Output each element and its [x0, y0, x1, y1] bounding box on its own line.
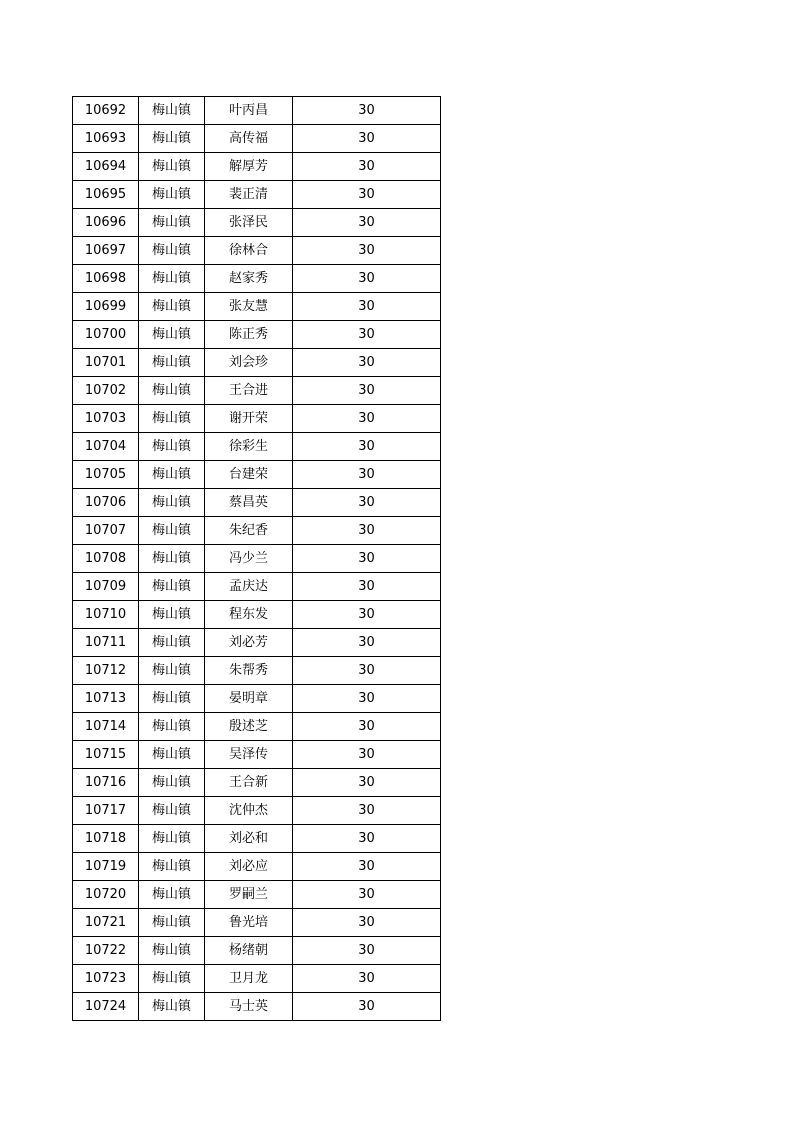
cell-amount: 30 — [293, 237, 441, 265]
cell-town: 梅山镇 — [139, 825, 205, 853]
cell-name: 徐林合 — [205, 237, 293, 265]
cell-amount: 30 — [293, 153, 441, 181]
cell-name: 程东发 — [205, 601, 293, 629]
cell-town: 梅山镇 — [139, 517, 205, 545]
cell-id: 10718 — [73, 825, 139, 853]
cell-id: 10696 — [73, 209, 139, 237]
cell-town: 梅山镇 — [139, 321, 205, 349]
cell-town: 梅山镇 — [139, 489, 205, 517]
cell-id: 10701 — [73, 349, 139, 377]
cell-amount: 30 — [293, 881, 441, 909]
table-row — [73, 937, 441, 965]
cell-amount: 30 — [293, 349, 441, 377]
table-row — [73, 769, 441, 797]
cell-amount: 30 — [293, 685, 441, 713]
cell-amount: 30 — [293, 741, 441, 769]
cell-amount: 30 — [293, 965, 441, 993]
table-row — [73, 293, 441, 321]
table-row — [73, 881, 441, 909]
cell-amount: 30 — [293, 489, 441, 517]
table-row — [73, 405, 441, 433]
cell-town: 梅山镇 — [139, 377, 205, 405]
cell-name: 陈正秀 — [205, 321, 293, 349]
table-row — [73, 601, 441, 629]
cell-name: 解厚芳 — [205, 153, 293, 181]
cell-town: 梅山镇 — [139, 461, 205, 489]
table-row — [73, 517, 441, 545]
cell-amount: 30 — [293, 573, 441, 601]
cell-name: 刘必和 — [205, 825, 293, 853]
cell-name: 沈仲杰 — [205, 797, 293, 825]
cell-amount: 30 — [293, 97, 441, 125]
cell-id: 10711 — [73, 629, 139, 657]
table-row — [73, 377, 441, 405]
cell-town: 梅山镇 — [139, 349, 205, 377]
cell-town: 梅山镇 — [139, 993, 205, 1021]
cell-amount: 30 — [293, 433, 441, 461]
cell-name: 吴泽传 — [205, 741, 293, 769]
cell-name: 高传福 — [205, 125, 293, 153]
table-row — [73, 153, 441, 181]
cell-id: 10704 — [73, 433, 139, 461]
cell-id: 10700 — [73, 321, 139, 349]
cell-amount: 30 — [293, 713, 441, 741]
cell-name: 马士英 — [205, 993, 293, 1021]
cell-town: 梅山镇 — [139, 937, 205, 965]
table-row — [73, 125, 441, 153]
table-row — [73, 433, 441, 461]
cell-town: 梅山镇 — [139, 405, 205, 433]
cell-town: 梅山镇 — [139, 909, 205, 937]
cell-amount: 30 — [293, 629, 441, 657]
cell-town: 梅山镇 — [139, 237, 205, 265]
cell-town: 梅山镇 — [139, 741, 205, 769]
cell-amount: 30 — [293, 937, 441, 965]
cell-amount: 30 — [293, 601, 441, 629]
cell-amount: 30 — [293, 909, 441, 937]
cell-town: 梅山镇 — [139, 797, 205, 825]
cell-town: 梅山镇 — [139, 769, 205, 797]
cell-id: 10717 — [73, 797, 139, 825]
cell-town: 梅山镇 — [139, 265, 205, 293]
cell-amount: 30 — [293, 545, 441, 573]
cell-amount: 30 — [293, 405, 441, 433]
cell-town: 梅山镇 — [139, 545, 205, 573]
data-table — [72, 96, 441, 1021]
cell-town: 梅山镇 — [139, 181, 205, 209]
cell-name: 刘必应 — [205, 853, 293, 881]
cell-name: 叶丙昌 — [205, 97, 293, 125]
cell-town: 梅山镇 — [139, 573, 205, 601]
table-row — [73, 825, 441, 853]
cell-town: 梅山镇 — [139, 209, 205, 237]
cell-id: 10707 — [73, 517, 139, 545]
cell-town: 梅山镇 — [139, 125, 205, 153]
cell-id: 10706 — [73, 489, 139, 517]
cell-town: 梅山镇 — [139, 965, 205, 993]
cell-amount: 30 — [293, 657, 441, 685]
cell-name: 冯少兰 — [205, 545, 293, 573]
cell-id: 10712 — [73, 657, 139, 685]
table-row — [73, 349, 441, 377]
cell-name: 刘必芳 — [205, 629, 293, 657]
cell-name: 赵家秀 — [205, 265, 293, 293]
cell-id: 10713 — [73, 685, 139, 713]
table-row — [73, 797, 441, 825]
cell-name: 罗嗣兰 — [205, 881, 293, 909]
cell-amount: 30 — [293, 377, 441, 405]
cell-id: 10705 — [73, 461, 139, 489]
cell-name: 谢开荣 — [205, 405, 293, 433]
cell-id: 10715 — [73, 741, 139, 769]
table-row — [73, 461, 441, 489]
table-row — [73, 685, 441, 713]
cell-name: 卫月龙 — [205, 965, 293, 993]
cell-id: 10693 — [73, 125, 139, 153]
cell-name: 晏明章 — [205, 685, 293, 713]
cell-name: 杨绪朝 — [205, 937, 293, 965]
cell-town: 梅山镇 — [139, 881, 205, 909]
cell-amount: 30 — [293, 769, 441, 797]
table-row — [73, 909, 441, 937]
cell-town: 梅山镇 — [139, 713, 205, 741]
table-row — [73, 97, 441, 125]
cell-town: 梅山镇 — [139, 657, 205, 685]
cell-id: 10710 — [73, 601, 139, 629]
cell-amount: 30 — [293, 265, 441, 293]
cell-id: 10723 — [73, 965, 139, 993]
cell-amount: 30 — [293, 825, 441, 853]
table-row — [73, 993, 441, 1021]
table-row — [73, 237, 441, 265]
cell-id: 10702 — [73, 377, 139, 405]
cell-name: 裴正清 — [205, 181, 293, 209]
table-row — [73, 489, 441, 517]
cell-id: 10692 — [73, 97, 139, 125]
table-row — [73, 657, 441, 685]
cell-amount: 30 — [293, 293, 441, 321]
cell-town: 梅山镇 — [139, 97, 205, 125]
table-row — [73, 181, 441, 209]
table-row — [73, 713, 441, 741]
cell-name: 张友慧 — [205, 293, 293, 321]
cell-id: 10694 — [73, 153, 139, 181]
cell-amount: 30 — [293, 125, 441, 153]
table-body — [73, 97, 441, 1021]
cell-name: 孟庆达 — [205, 573, 293, 601]
cell-id: 10716 — [73, 769, 139, 797]
cell-id: 10697 — [73, 237, 139, 265]
cell-town: 梅山镇 — [139, 685, 205, 713]
table-row — [73, 965, 441, 993]
cell-amount: 30 — [293, 853, 441, 881]
cell-name: 朱纪香 — [205, 517, 293, 545]
cell-town: 梅山镇 — [139, 853, 205, 881]
cell-id: 10720 — [73, 881, 139, 909]
table-row — [73, 265, 441, 293]
cell-id: 10695 — [73, 181, 139, 209]
cell-amount: 30 — [293, 321, 441, 349]
cell-id: 10698 — [73, 265, 139, 293]
cell-town: 梅山镇 — [139, 601, 205, 629]
cell-name: 张泽民 — [205, 209, 293, 237]
cell-amount: 30 — [293, 993, 441, 1021]
cell-name: 殷述芝 — [205, 713, 293, 741]
cell-id: 10724 — [73, 993, 139, 1021]
cell-town: 梅山镇 — [139, 629, 205, 657]
table-row — [73, 545, 441, 573]
cell-name: 蔡昌英 — [205, 489, 293, 517]
cell-id: 10719 — [73, 853, 139, 881]
cell-id: 10699 — [73, 293, 139, 321]
cell-name: 台建荣 — [205, 461, 293, 489]
cell-amount: 30 — [293, 797, 441, 825]
cell-name: 王合进 — [205, 377, 293, 405]
cell-name: 刘会珍 — [205, 349, 293, 377]
cell-id: 10709 — [73, 573, 139, 601]
cell-name: 王合新 — [205, 769, 293, 797]
cell-id: 10714 — [73, 713, 139, 741]
cell-name: 鲁光培 — [205, 909, 293, 937]
cell-id: 10708 — [73, 545, 139, 573]
cell-name: 朱帮秀 — [205, 657, 293, 685]
cell-id: 10722 — [73, 937, 139, 965]
cell-id: 10721 — [73, 909, 139, 937]
cell-amount: 30 — [293, 461, 441, 489]
table-row — [73, 209, 441, 237]
cell-amount: 30 — [293, 209, 441, 237]
cell-name: 徐彩生 — [205, 433, 293, 461]
table-row — [73, 741, 441, 769]
cell-town: 梅山镇 — [139, 153, 205, 181]
table-row — [73, 629, 441, 657]
table-row — [73, 853, 441, 881]
cell-id: 10703 — [73, 405, 139, 433]
cell-town: 梅山镇 — [139, 433, 205, 461]
cell-town: 梅山镇 — [139, 293, 205, 321]
table-row — [73, 321, 441, 349]
cell-amount: 30 — [293, 181, 441, 209]
table-row — [73, 573, 441, 601]
cell-amount: 30 — [293, 517, 441, 545]
